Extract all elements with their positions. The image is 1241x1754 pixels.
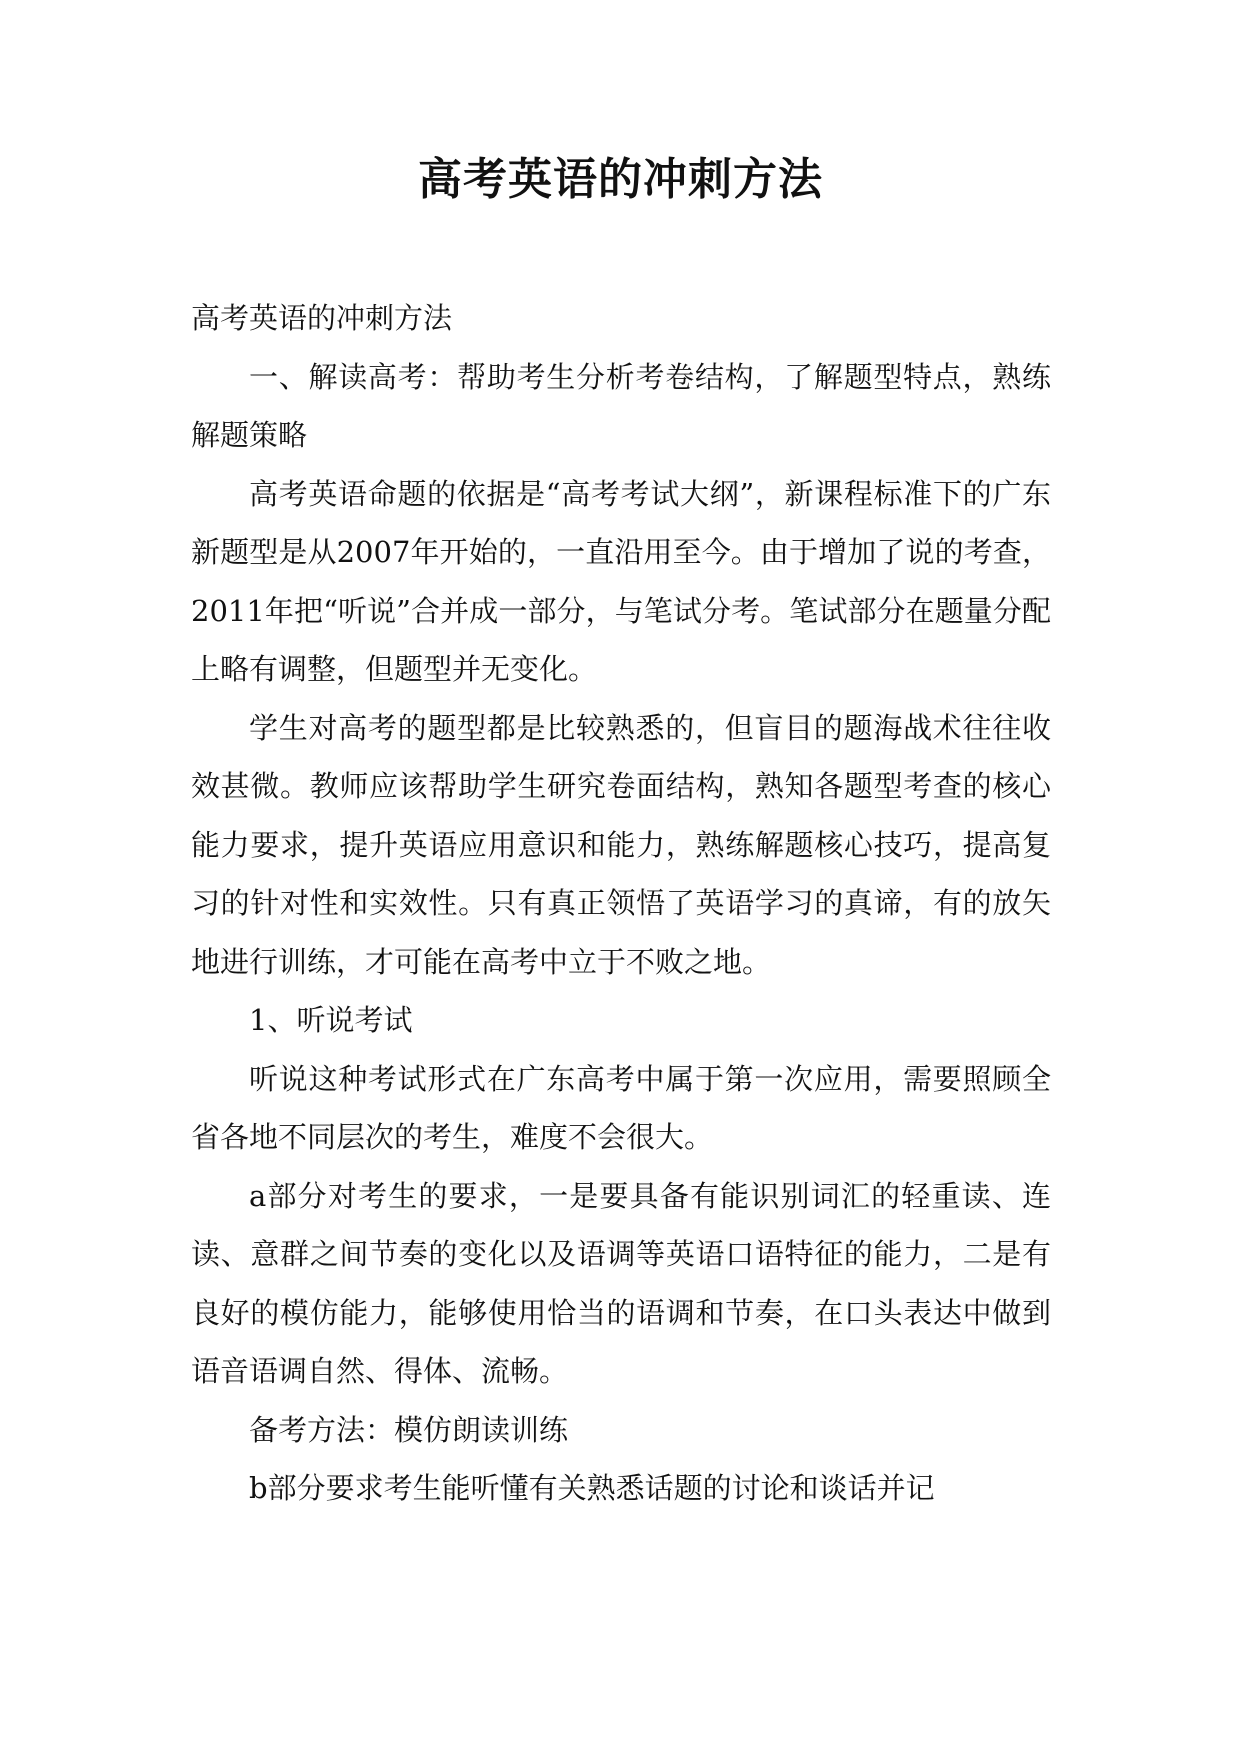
paragraph: 1、听说考试 <box>249 1003 413 1037</box>
paragraph: 高考英语的冲刺方法 <box>191 301 453 335</box>
paragraph: b部分要求考生能听懂有关熟悉话题的讨论和谈话并记 <box>249 1471 935 1505</box>
paragraph: 学生对高考的题型都是比较熟悉的，但盲目的题海战术往往收效甚微。教师应该帮助学生研究卷面结构，熟知各题型考查的核心能力要求，提升英语应用意识和能力，熟练解题核心技巧，提高复习的针对性和实效性。只有真正领悟了英语学习的真谛，有的放矢地进行训练，才可能在高考中立于不败之地。 <box>191 710 1051 979</box>
paragraph: a部分对考生的要求，一是要具备有能识别词汇的轻重读、连读、意群之间节奏的变化以及语调等英语口语特征的能力，二是有良好的模仿能力，能够使用恰当的语调和节奏，在口头表达中做到语音语调自然、得体、流畅。 <box>191 1178 1051 1388</box>
paragraph: 高考英语命题的依据是“高考考试大纲”，新课程标准下的广东新题型是从2007年开始的，一直沿用至今。由于增加了说的考查，2011年把“听说”合并成一部分，与笔试分考。笔试部分在题量分配上略有调整，但题型并无变化。 <box>191 476 1051 686</box>
paragraph: 一、解读高考：帮助考生分析考卷结构，了解题型特点，熟练解题策略 <box>191 359 1051 452</box>
paragraph: 听说这种考试形式在广东高考中属于第一次应用，需要照顾全省各地不同层次的考生，难度不会很大。 <box>191 1061 1051 1154</box>
paragraph: 备考方法：模仿朗读训练 <box>249 1412 569 1447</box>
document-title: 高考英语的冲刺方法 <box>418 154 823 205</box>
document-body <box>191 289 1051 1518</box>
